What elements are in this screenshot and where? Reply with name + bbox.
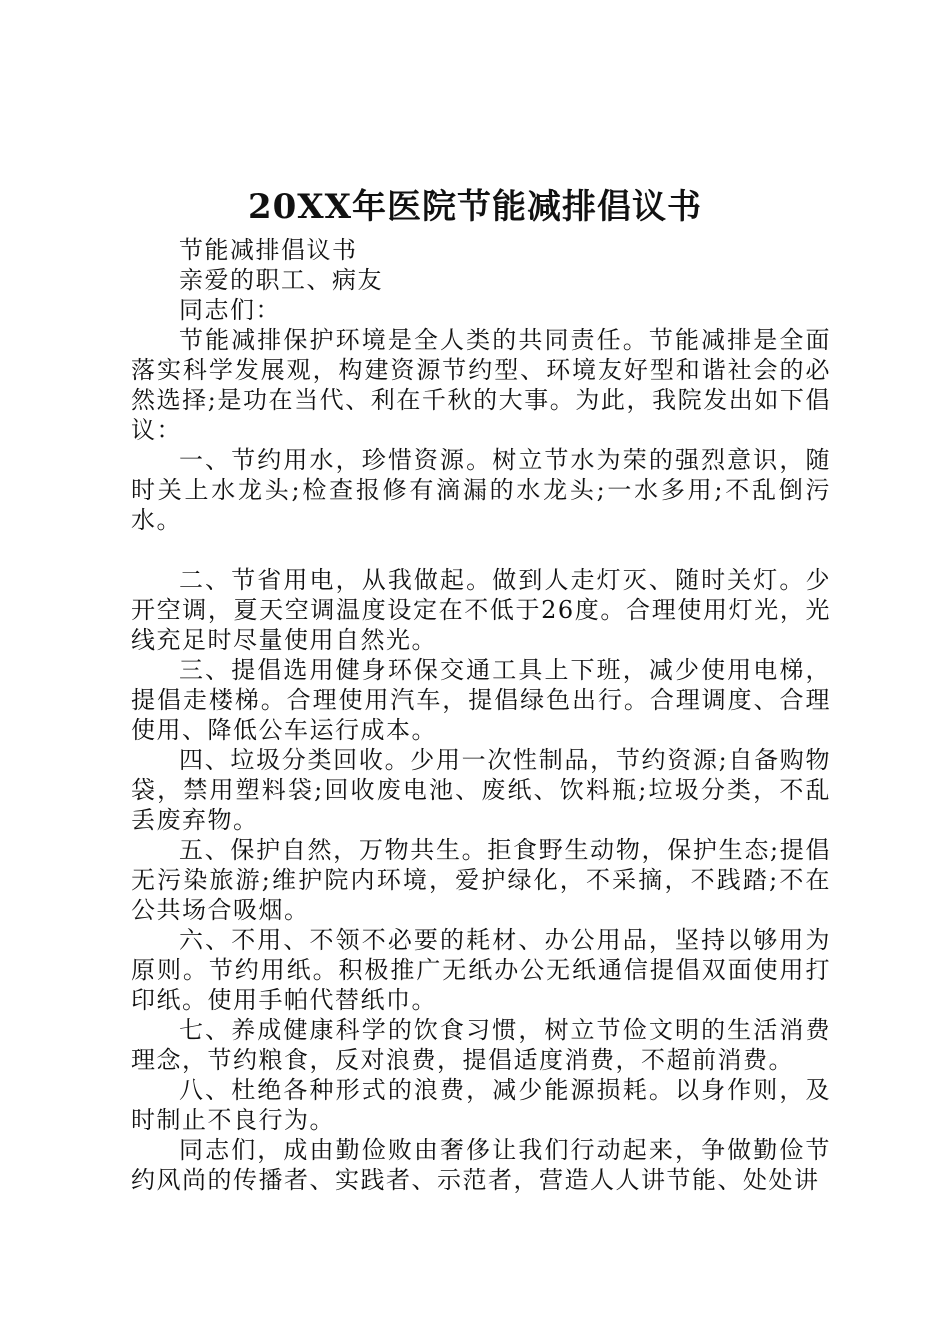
paragraph-item-8: 八、杜绝各种形式的浪费，减少能源损耗。以身作则，及时制止不良行为。 [131, 1076, 831, 1134]
paragraph-intro: 节能减排保护环境是全人类的共同责任。节能减排是全面落实科学发展观，构建资源节约型、环境友好型和谐社会的必然选择;是功在当代、利在千秋的大事。为此，我院发出如下倡议： [131, 326, 831, 444]
document-title: 20XX年医院节能减排倡议书 [247, 187, 703, 227]
paragraph-greeting: 同志们： [179, 296, 281, 324]
paragraph-closing: 同志们，成由勤俭败由奢侈让我们行动起来，争做勤俭节约风尚的传播者、实践者、示范者，营造人人讲节能、处处讲 [131, 1136, 831, 1194]
paragraph-item-3: 三、提倡选用健身环保交通工具上下班，减少使用电梯，提倡走楼梯。合理使用汽车，提倡绿色出行。合理调度、合理使用、降低公车运行成本。 [131, 656, 831, 744]
paragraph-item-7: 七、养成健康科学的饮食习惯，树立节俭文明的生活消费理念，节约粮食，反对浪费，提倡适度消费，不超前消费。 [131, 1016, 831, 1074]
paragraph-item-4: 四、垃圾分类回收。少用一次性制品，节约资源;自备购物袋，禁用塑料袋;回收废电池、废纸、饮料瓶;垃圾分类，不乱丢废弃物。 [131, 746, 831, 834]
paragraph-item-6: 六、不用、不领不必要的耗材、办公用品，坚持以够用为原则。节约用纸。积极推广无纸办公无纸通信提倡双面使用打印纸。使用手帕代替纸巾。 [131, 926, 831, 1014]
paragraph-heading: 节能减排倡议书 [179, 236, 358, 264]
paragraph-item-1: 一、节约用水，珍惜资源。树立节水为荣的强烈意识，随时关上水龙头;检查报修有滴漏的水龙头;一水多用;不乱倒污水。 [131, 446, 831, 534]
paragraph-item-5: 五、保护自然，万物共生。拒食野生动物，保护生态;提倡无污染旅游;维护院内环境，爱护绿化，不采摘，不践踏;不在公共场合吸烟。 [131, 836, 831, 924]
paragraph-item-2: 二、节省用电，从我做起。做到人走灯灭、随时关灯。少开空调，夏天空调温度设定在不低于26度。合理使用灯光，光线充足时尽量使用自然光。 [131, 566, 831, 654]
paragraph-salutation: 亲爱的职工、病友 [179, 266, 383, 294]
document-body [131, 235, 831, 1195]
